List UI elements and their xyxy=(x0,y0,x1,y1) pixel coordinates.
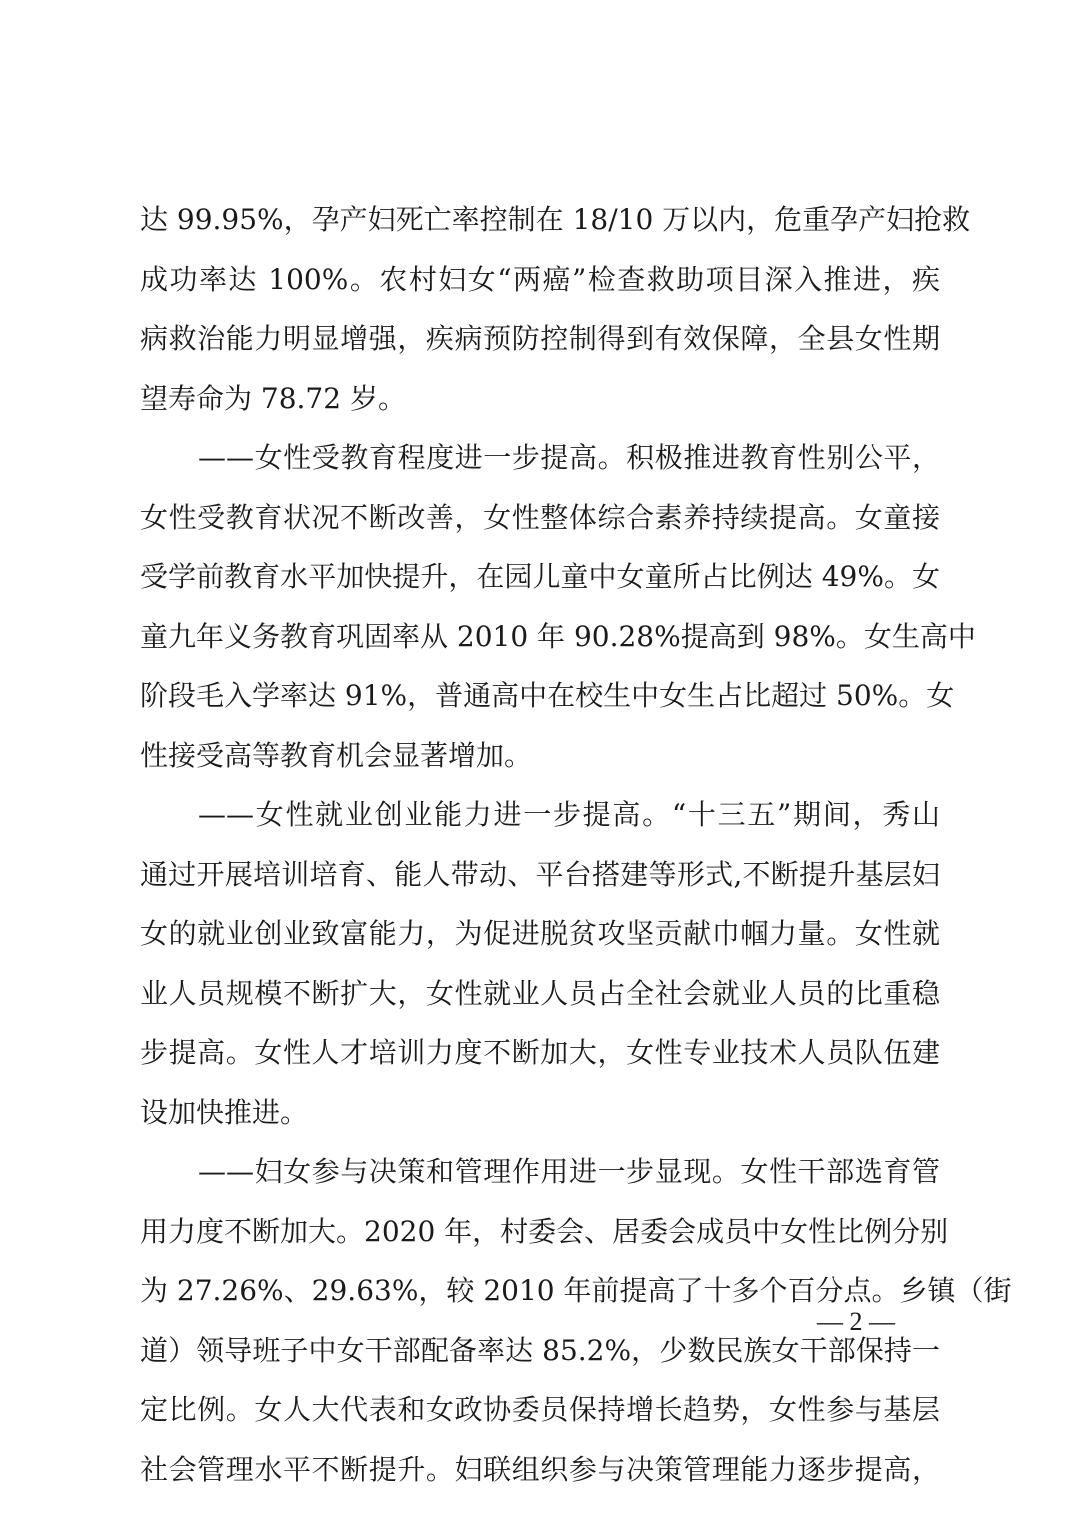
section-heading-line: ——妇女参与决策和管理作用进一步显现。女性干部选育管 xyxy=(198,1155,940,1188)
text-line: 性接受高等教育机会显著增加。 xyxy=(140,738,533,772)
text-line: 病救治能力明显增强，疾病预防控制得到有效保障，全县女性期 xyxy=(140,322,940,355)
text-line: 女性受教育状况不断改善，女性整体综合素养持续提高。女童接 xyxy=(140,500,940,534)
text-line: 道）领导班子中女干部配备率达 85.2%，少数民族女干部保持一 xyxy=(140,1333,940,1367)
text-line: 童九年义务教育巩固率从 2010 年 90.28%提高到 98%。女生高中 xyxy=(140,619,976,653)
text-line: 女的就业创业致富能力，为促进脱贫攻坚贡献巾帼力量。女性就 xyxy=(140,917,940,950)
text-line: 社会管理水平不断提升。妇联组织参与决策管理能力逐步提高， xyxy=(140,1452,940,1486)
text-line: 受学前教育水平加快提升，在园儿童中女童所占比例达 49%。女 xyxy=(140,560,940,593)
text-line: 通过开展培训培育、能人带动、平台搭建等形式,不断提升基层妇 xyxy=(140,857,940,891)
text-line: 达 99.95%，孕产妇死亡率控制在 18/10 万以内，危重孕产妇抢救 xyxy=(140,203,971,236)
section-heading-line: ——女性受教育程度进一步提高。积极推进教育性别公平， xyxy=(198,441,940,474)
section-heading-line: ——女性就业创业能力进一步提高。“十三五”期间，秀山 xyxy=(198,798,940,831)
text-line: 定比例。女人大代表和女政协委员保持增长趋势，女性参与基层 xyxy=(140,1393,940,1426)
text-line: 业人员规模不断扩大，女性就业人员占全社会就业人员的比重稳 xyxy=(140,976,940,1010)
text-line: 用力度不断加大。2020 年，村委会、居委会成员中女性比例分别 xyxy=(140,1214,949,1248)
text-line: 设加快推进。 xyxy=(140,1095,309,1129)
page-number: — 2 — xyxy=(817,1307,895,1336)
text-line: 阶段毛入学率达 91%，普通高中在校生中女生占比超过 50%。女 xyxy=(140,679,955,712)
text-line: 望寿命为 78.72 岁。 xyxy=(140,381,406,415)
text-line: 成功率达 100%。农村妇女“两癌”检查救助项目深入推进，疾 xyxy=(140,262,940,296)
text-line: 为 27.26%、29.63%，较 2010 年前提高了十多个百分点。乡镇（街 xyxy=(140,1274,1012,1307)
text-line: 步提高。女性人才培训力度不断加大，女性专业技术人员队伍建 xyxy=(140,1036,940,1069)
